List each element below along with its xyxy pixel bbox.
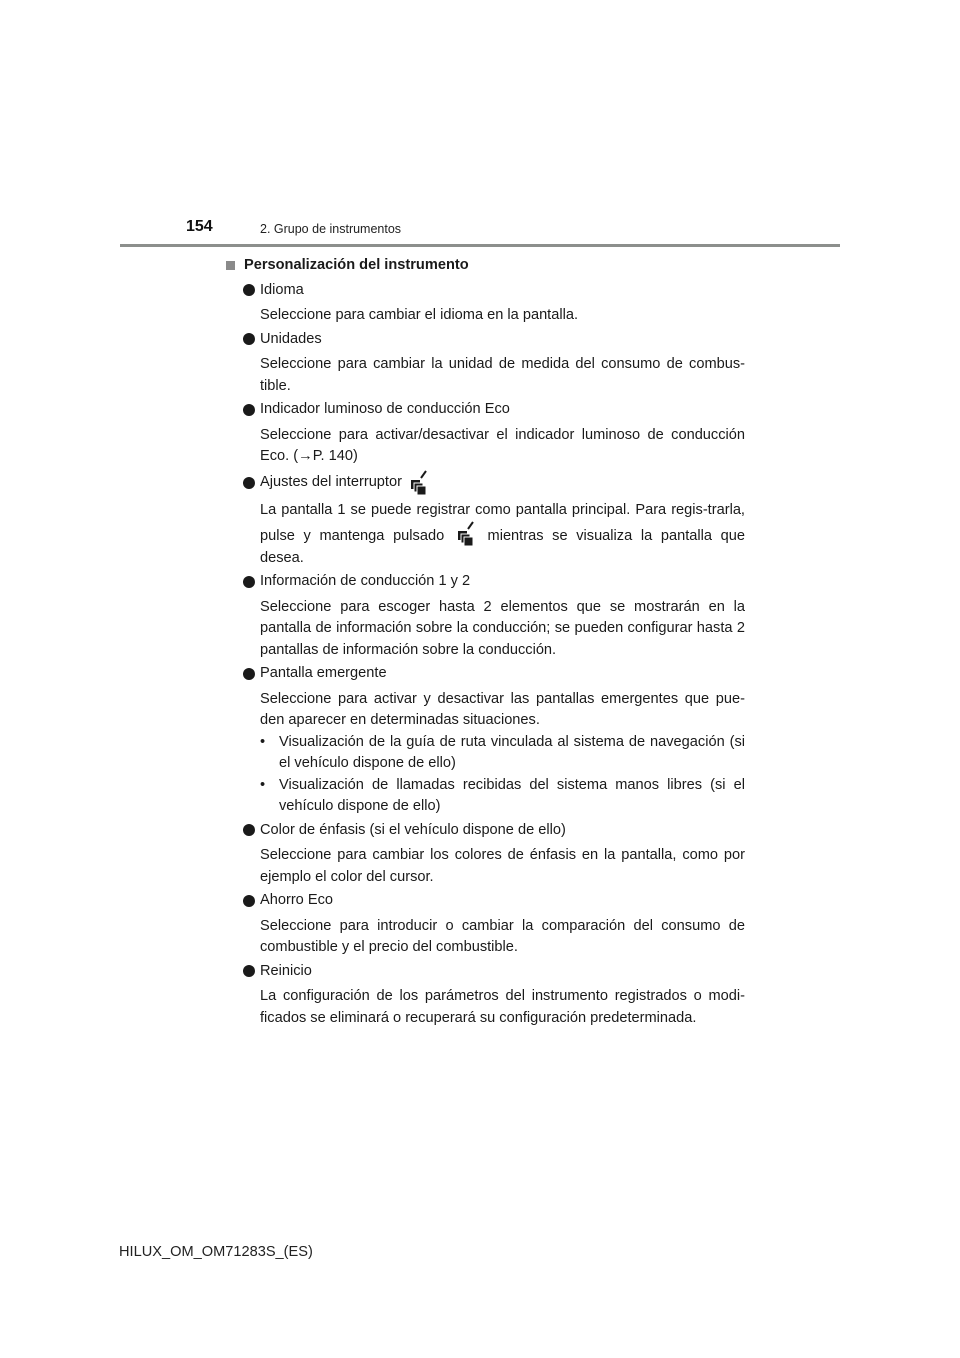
list-item <box>243 820 745 889</box>
item-title <box>243 329 745 351</box>
item-title-text: Color de énfasis (si el vehículo dispone de ello) <box>260 821 566 838</box>
list-item <box>243 890 745 959</box>
item-title-text: Idioma <box>260 281 304 298</box>
item-description: Seleccione para activar y desactivar las pantallas emergentes que pue-den aparecer en determinadas situaciones. <box>260 690 745 728</box>
item-title-text: Indicador luminoso de conducción Eco <box>260 401 510 417</box>
item-title-text: Unidades <box>260 330 322 347</box>
bullet-icon <box>243 333 255 345</box>
item-title <box>243 470 745 496</box>
sub-item-text: Visualización de la guía de ruta vinculada al sistema de navegación (si el vehículo dispone de ello) <box>279 733 745 771</box>
list-item <box>243 470 745 570</box>
item-description: Seleccione para cambiar los colores de énfasis en la pantalla, como por ejemplo el color del cursor. <box>260 847 745 885</box>
bullet-icon <box>243 404 255 416</box>
item-description-part1: La pantalla 1 se puede registrar como pantalla principal. Para regis-trarla, pulse y mantenga pulsado <box>260 501 745 544</box>
bullet-icon <box>243 668 255 680</box>
item-description: La configuración de los parámetros del instrumento registrados o modi-ficados se eliminará o recuperará su configuración predeterminada. <box>260 988 745 1026</box>
item-title <box>243 399 745 421</box>
display-switch-icon <box>455 521 477 547</box>
item-title-text: Ajustes del interruptor <box>260 473 402 490</box>
item-title <box>243 571 745 593</box>
display-switch-icon <box>408 470 430 496</box>
item-description: Seleccione para introducir o cambiar la comparación del consumo de combustible y el precio del combustible. <box>260 917 745 955</box>
section-title: Personalización del instrumento <box>244 257 469 273</box>
sub-list <box>260 732 745 818</box>
bullet-icon <box>243 477 255 489</box>
item-title-text: Información de conducción 1 y 2 <box>260 573 471 589</box>
header-rule <box>120 244 840 247</box>
sub-list-item <box>260 732 745 775</box>
list-item <box>243 663 745 818</box>
item-title <box>243 663 745 685</box>
bullet-icon <box>243 965 255 977</box>
square-bullet-icon <box>226 261 235 270</box>
item-title <box>243 890 745 912</box>
section-heading <box>225 255 745 277</box>
item-title-text: Ahorro Eco <box>260 892 334 908</box>
list-item <box>243 961 745 1030</box>
sub-item-text: Visualización de llamadas recibidas del sistema manos libres (si el vehículo dispone de ello) <box>279 776 745 814</box>
list-item <box>243 329 745 398</box>
page-content <box>225 255 745 1031</box>
document-code: HILUX_OM_OM71283S_(ES) <box>119 1244 313 1260</box>
list-item <box>243 280 745 327</box>
item-title-text: Reinicio <box>260 962 312 979</box>
item-description <box>260 500 745 570</box>
bullet-icon <box>243 576 255 588</box>
item-description-part2: mientras se visualiza la pantalla que desea. <box>260 528 746 566</box>
item-title-text: Pantalla emergente <box>260 665 387 681</box>
page-number: 154 <box>186 218 213 235</box>
item-title <box>243 961 745 983</box>
item-description: Seleccione para cambiar el idioma en la pantalla. <box>260 307 579 323</box>
bullet-icon <box>243 895 255 907</box>
item-description: Seleccione para escoger hasta 2 elementos que se mostrarán en la pantalla de información sobre la conducción; se pueden configurar hasta 2 pantallas de información sobre la conducción. <box>260 598 745 658</box>
chapter-title: 2. Grupo de instrumentos <box>260 222 402 236</box>
sub-bullet-icon: • <box>260 733 266 750</box>
list-item <box>243 399 745 468</box>
sub-bullet-icon: • <box>260 776 266 793</box>
item-description: Seleccione para activar/desactivar el indicador luminoso de conducción Eco. (→P. 140) <box>260 426 745 464</box>
sub-list-item <box>260 775 745 818</box>
item-description: Seleccione para cambiar la unidad de medida del consumo de combus-tible. <box>260 356 745 394</box>
item-title <box>243 280 745 302</box>
bullet-icon <box>243 824 255 836</box>
bullet-icon <box>243 284 255 296</box>
item-title <box>243 820 745 842</box>
list-item <box>243 571 745 661</box>
